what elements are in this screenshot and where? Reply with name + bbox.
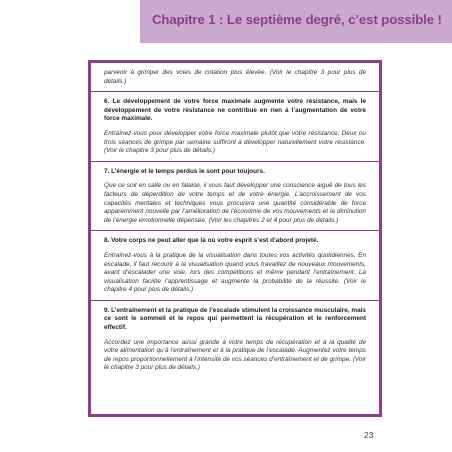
section-divider: [91, 300, 379, 301]
section-7-heading: 7. L’énergie et le temps perdus le sont pour toujours.: [104, 167, 265, 175]
section-6-heading: 6. Le développement de votre force maximale augmente votre résistance, mais le développement de votre résistance ne contribue en rien à l’augmentation de votre force maximale.: [104, 98, 366, 123]
section-8-text: Entraînez-vous à la pratique de la visualisation dans toutes vos activités quotidiennes. En escalade, il faut recourir à la visualisation quand vous travaillez de nouveaux mouvements, avant d’escalader une voie, lors des compétitions et même pendant l’entraînement. La visualisation facilite l’apprentissage et augmente la probabilité de la réussite. (Voir le chapitre 4 pour plus de détails.): [104, 251, 366, 294]
page-content: [104, 69, 366, 373]
section-8-heading: 8. Votre corps ne peut aller que là où votre esprit s’est d’abord projeté.: [104, 237, 319, 245]
chapter-title: Chapitre 1 : Le septième degré, c’est possible !: [152, 12, 442, 27]
section-7-text: Que ce soit en salle ou en falaise, il vous faut développer une conscience aiguë de tous les facteurs de déperdition de votre temps et de votre énergie. L’accroissement de vos capacités mentales et techniques vous procurera une quantité considérable de force apparemment nouvelle par l’amélioration de l’économie de vos mouvements et la diminution de l’énergie émotionnelle dépensée. (Voir les chapitres 2 et 4 pour plus de détails.): [104, 182, 366, 224]
section-6-text: Entraînez-vous pour développer votre force maximale plutôt que votre résistance. Deux ou trois séances de grimpe par semaine suffiront à développer naturellement votre résistance. (Voir le chapitre 3 pour plus de détails.): [104, 129, 366, 155]
section-9-text: Accordez une importance aussi grande à votre temps de récupération et à la qualité de votre alimentation qu’à l’entraînement et à la pratique de l’escalade. Augmentez votre temps de repos proportionnellement à l’intensité de vos séances d’entraînement et de grimpe. (Voir le chapitre 3 pour plus de détails.): [104, 338, 366, 372]
section-divider: [91, 230, 379, 231]
section-9-heading: 9. L’entraînement et la pratique de l’escalade stimulent la croissance musculaire, mais ce sont le sommeil et le repos qui permettent la récupération et le renforcement effectif.: [104, 306, 366, 332]
section-divider: [91, 161, 379, 162]
section-divider: [91, 91, 379, 92]
page-number: 23: [364, 430, 374, 440]
intro-paragraph: parvenir à grimper des voies de cotation plus élevée. (Voir le chapitre 3 pour plus de détails.): [104, 69, 366, 85]
